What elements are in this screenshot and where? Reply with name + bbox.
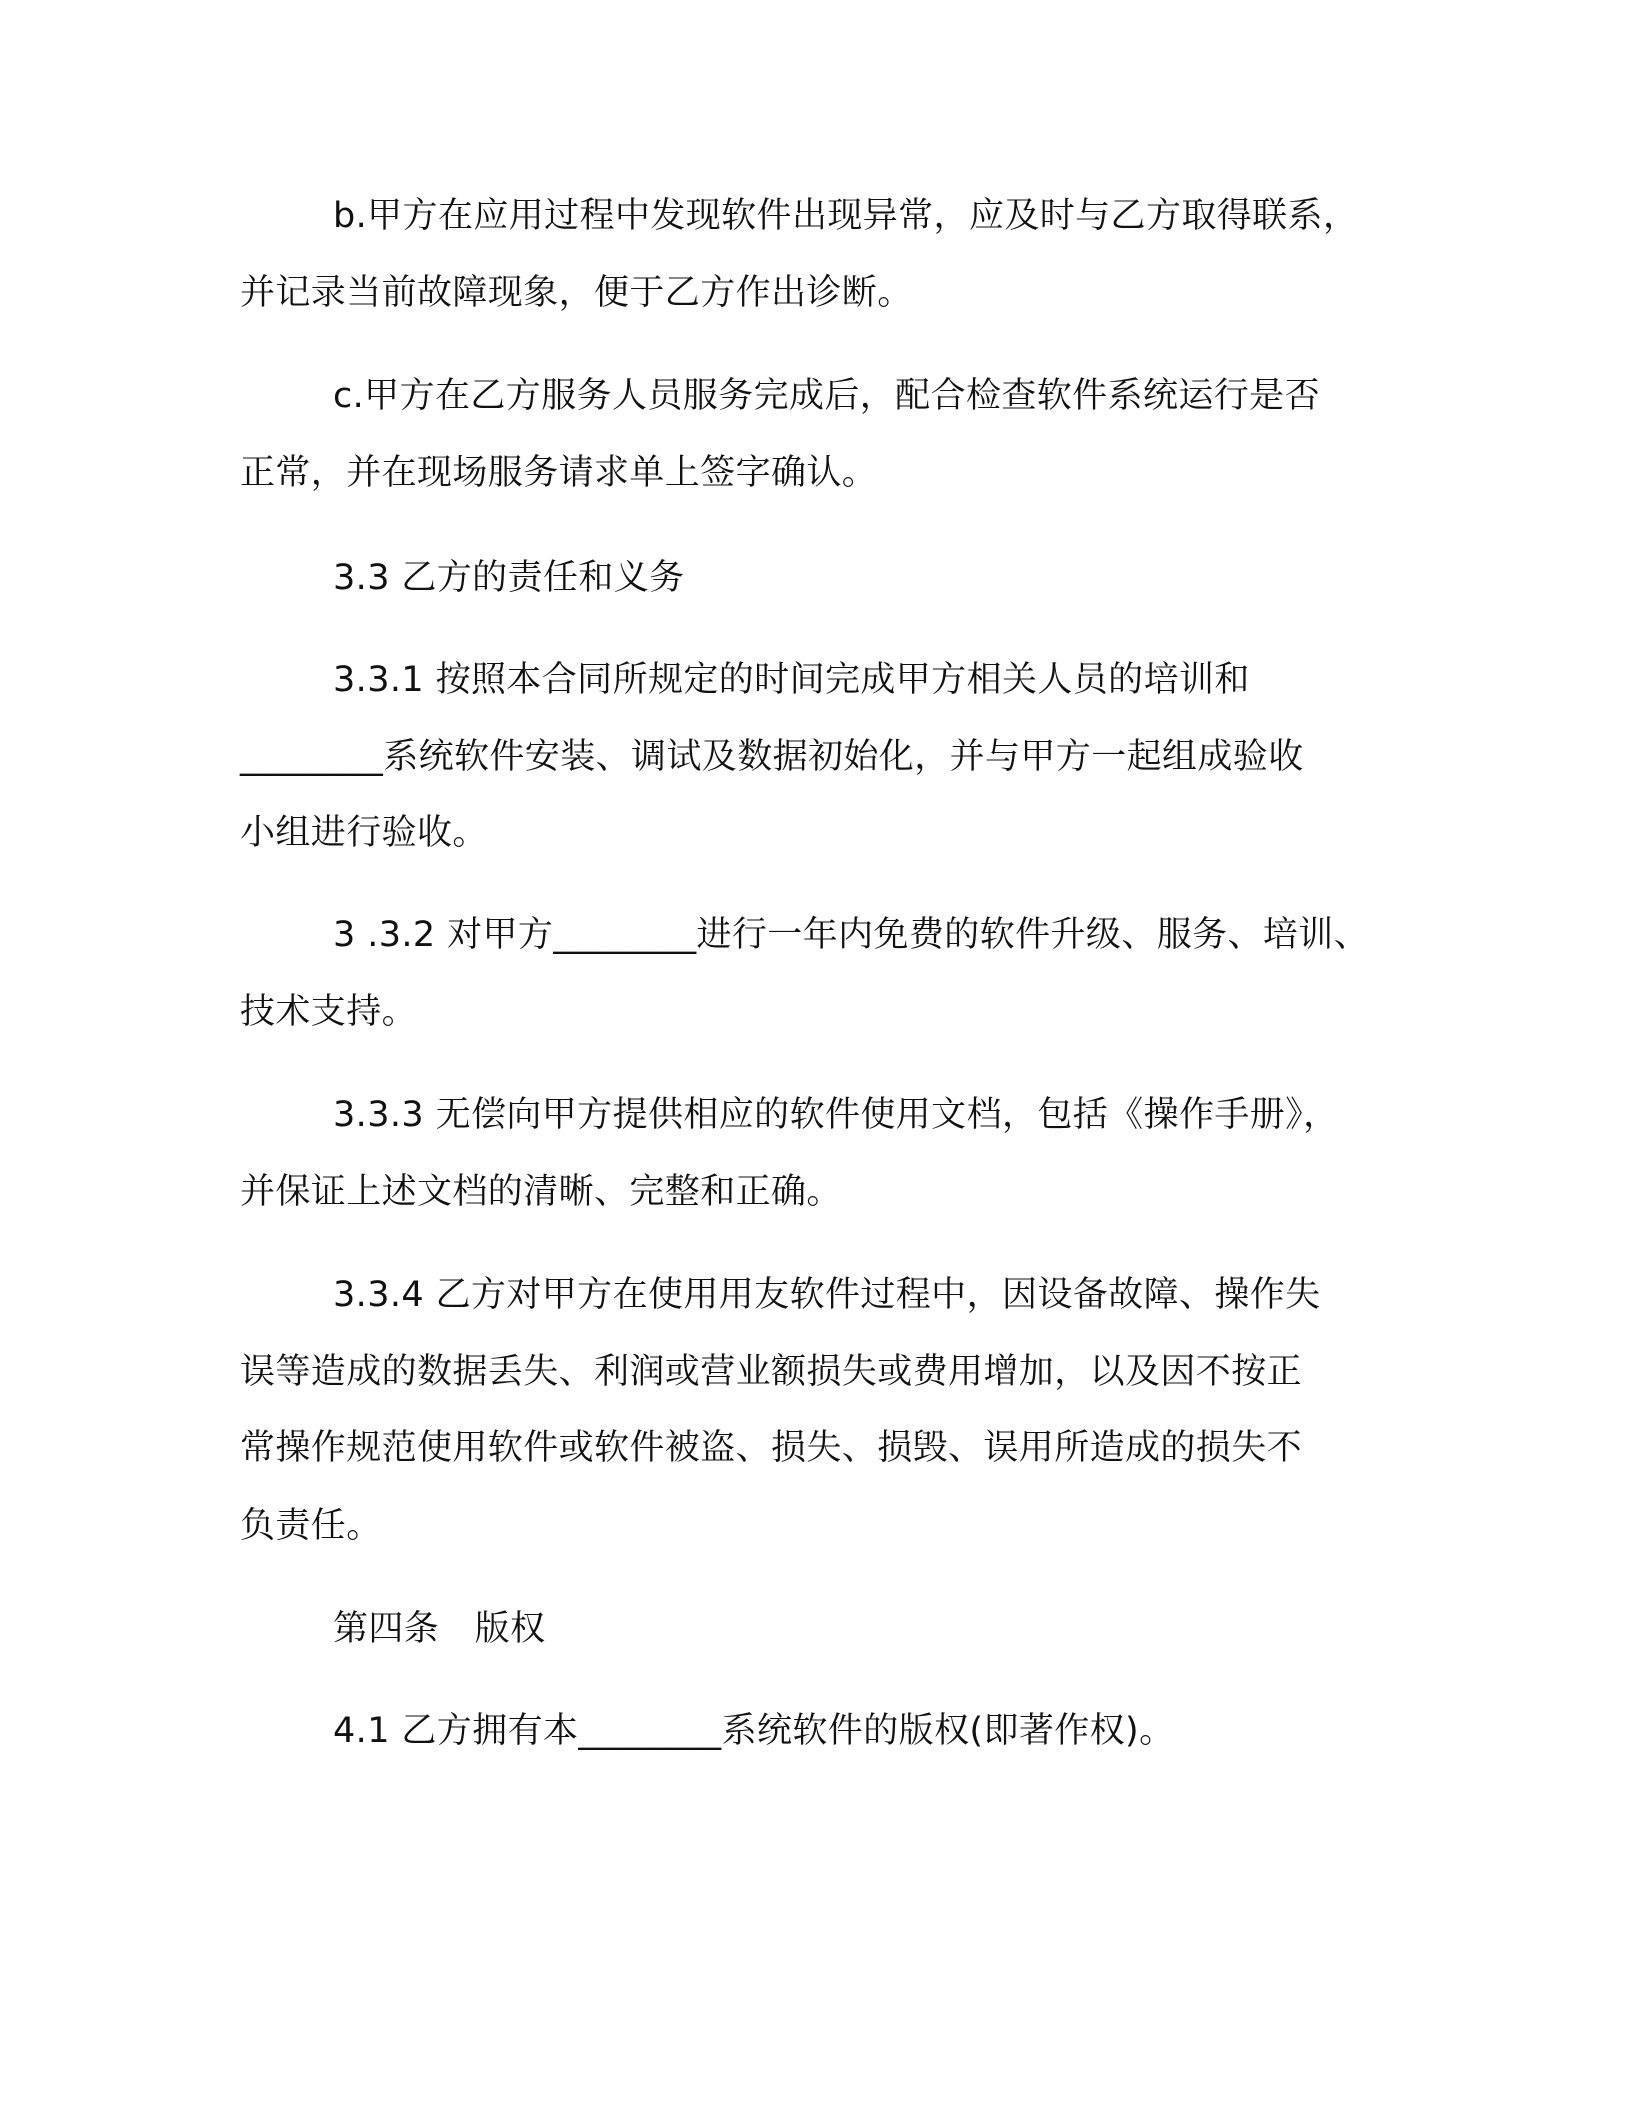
clause-3-3-3-line-2: 并保证上述文档的清晰、完整和正确。 [240, 1172, 842, 1212]
section-3-3-heading: 3.3 乙方的责任和义务 [333, 558, 685, 598]
clause-3-3-1-line-3: 小组进行验收。 [240, 813, 488, 853]
clause-3-3-1-line-2: ________系统软件安装、调试及数据初始化，并与甲方一起组成验收 [240, 737, 1304, 777]
paragraph-c-line-2: 正常，并在现场服务请求单上签字确认。 [240, 453, 878, 493]
article-4-heading: 第四条 版权 [333, 1609, 546, 1649]
clause-4-1-line-1: 4.1 乙方拥有本________系统软件的版权(即著作权)。 [333, 1711, 1175, 1751]
paragraph-b-line-1: b.甲方在应用过程中发现软件出现异常，应及时与乙方取得联系， [333, 196, 1359, 236]
clause-3-3-4-line-2: 误等造成的数据丢失、利润或营业额损失或费用增加，以及因不按正 [240, 1352, 1303, 1392]
paragraph-c-line-1: c.甲方在乙方服务人员服务完成后，配合检查软件系统运行是否 [333, 376, 1320, 416]
clause-3-3-4-line-3: 常操作规范使用软件或软件被盗、损失、损毁、误用所造成的损失不 [240, 1428, 1303, 1468]
clause-3-3-1-line-1: 3.3.1 按照本合同所规定的时间完成甲方相关人员的培训和 [333, 660, 1250, 700]
clause-3-3-4-line-1: 3.3.4 乙方对甲方在使用用友软件过程中，因设备故障、操作失 [333, 1275, 1321, 1315]
clause-3-3-2-line-1: 3 .3.2 对甲方________进行一年内免费的软件升级、服务、培训、 [333, 915, 1370, 955]
clause-3-3-2-line-2: 技术支持。 [240, 992, 418, 1032]
clause-3-3-4-line-4: 负责任。 [240, 1506, 382, 1546]
clause-3-3-3-line-1: 3.3.3 无偿向甲方提供相应的软件使用文档，包括《操作手册》， [333, 1095, 1339, 1135]
paragraph-b-line-2: 并记录当前故障现象，便于乙方作出诊断。 [240, 273, 913, 313]
